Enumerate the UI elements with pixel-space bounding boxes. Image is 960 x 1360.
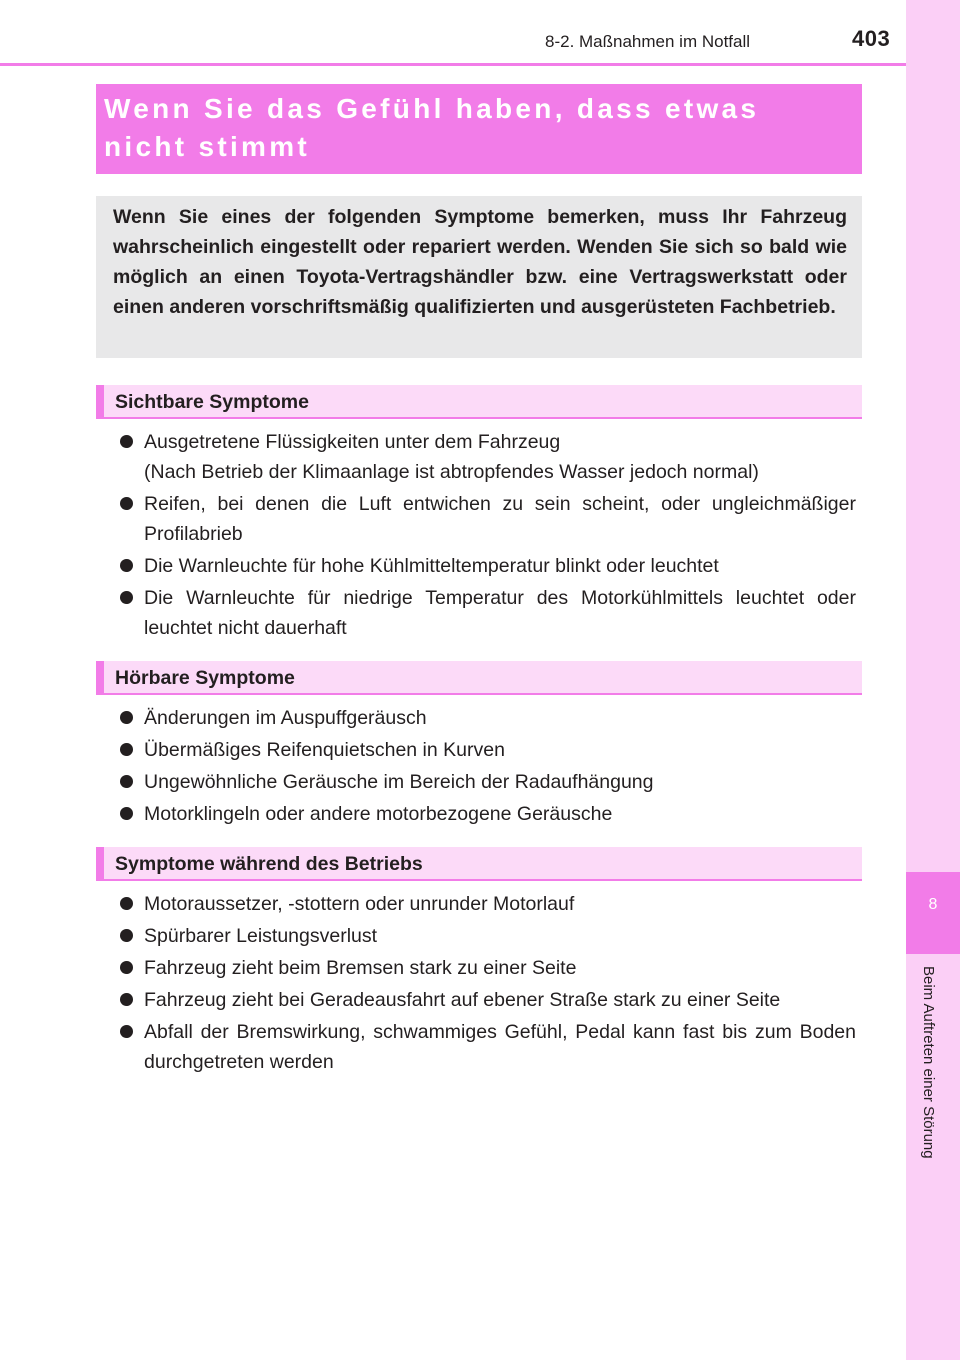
intro-box [96,196,862,358]
list-item [120,703,856,733]
section-heading-text: Sichtbare Symptome [115,391,309,413]
list-item-text: Motorklingeln oder andere motorbezogene Geräusche [144,803,613,825]
list-item [120,427,856,487]
bullet-icon [120,559,133,572]
list-item [120,921,856,951]
section-reference: 8-2. Maßnahmen im Notfall [545,32,751,51]
section-heading-visible [96,385,862,419]
list-item [120,551,856,581]
bullet-icon [120,497,133,510]
list-item-text: Fahrzeug zieht bei Geradeausfahrt auf ebener Straße stark zu einer Seite [144,989,781,1011]
header-rule [0,63,906,66]
list-item [120,889,856,919]
bullet-icon [120,1025,133,1038]
bullet-icon [120,435,133,448]
list-item [120,985,856,1015]
list-item-text: Abfall der Bremswirkung, schwammiges Gefühl, Pedal kann fast bis zum Boden durchgetreten werden [144,1021,856,1073]
bullet-icon [120,743,133,756]
intro-text: Wenn Sie eines der folgenden Symptome bemerken, muss Ihr Fahrzeug wahrscheinlich eingestellt oder repariert werden. Wenden Sie sich so bald wie möglich an einen Toyota-Vertragshändler bzw. eine Vertragswerkstatt oder einen anderen vorschriftsmäßig qualifizierten und ausgerüsteten Fachbetrieb. [113,206,847,318]
bullet-icon [120,591,133,604]
bullet-icon [120,961,133,974]
list-item [120,583,856,643]
bullet-icon [120,807,133,820]
section-heading-text: Symptome während des Betriebs [115,853,423,875]
list-item [120,489,856,549]
bullet-icon [120,929,133,942]
page-title: Wenn Sie das Gefühl haben, dass etwas nicht stimmt [104,93,760,162]
list-item-text: Änderungen im Auspuffgeräusch [144,707,427,729]
list-item-text: Reifen, bei denen die Luft entwichen zu sein scheint, oder ungleichmäßiger Profilabrieb [144,493,856,545]
list-item-text: Fahrzeug zieht beim Bremsen stark zu einer Seite [144,957,577,979]
bullet-icon [120,993,133,1006]
list-item-text: Die Warnleuchte für hohe Kühlmitteltemperatur blinkt oder leuchtet [144,555,719,577]
chapter-title: Beim Auftreten einer Störung [920,966,937,1159]
section-heading-driving [96,847,862,881]
list-item [120,799,856,829]
list-item-text: Motoraussetzer, -stottern oder unrunder Motorlauf [144,893,575,915]
list-item [120,953,856,983]
section-heading-text: Hörbare Symptome [115,667,295,689]
list-item-text: Ungewöhnliche Geräusche im Bereich der Radaufhängung [144,771,654,793]
list-item-text: Spürbarer Leistungsverlust [144,925,378,947]
list-item-text: Die Warnleuchte für niedrige Temperatur des Motorkühlmittels leuchtet oder leuchtet nicht dauerhaft [144,587,856,639]
bullet-icon [120,897,133,910]
list-item-text: Ausgetretene Flüssigkeiten unter dem Fahrzeug [144,431,561,453]
audible-symptoms-list [120,703,856,831]
page-number: 403 [852,26,891,51]
list-item [120,735,856,765]
chapter-number: 8 [928,896,938,913]
driving-symptoms-list [120,889,856,1079]
section-heading-audible [96,661,862,695]
list-item-note: (Nach Betrieb der Klimaanlage ist abtropfendes Wasser jedoch normal) [144,461,759,483]
bullet-icon [120,775,133,788]
list-item-text: Übermäßiges Reifenquietschen in Kurven [144,739,505,761]
page-title-bar [96,84,862,174]
list-item [120,1017,856,1077]
list-item [120,767,856,797]
bullet-icon [120,711,133,724]
visible-symptoms-list [120,427,856,645]
